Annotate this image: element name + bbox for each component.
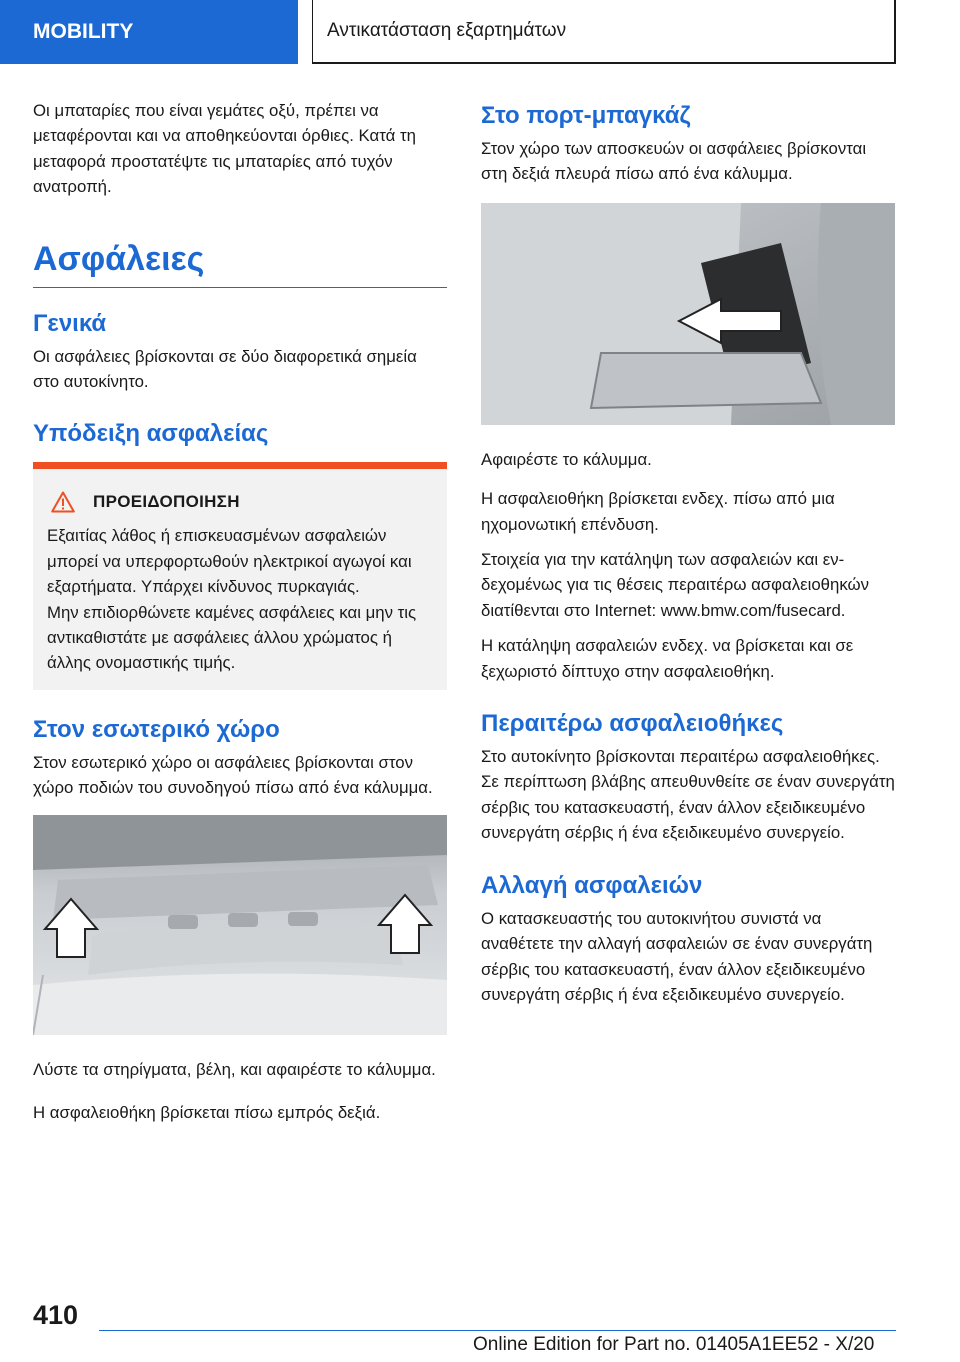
footer-rule xyxy=(99,1330,896,1331)
change-fuses-heading: Αλλαγή ασφαλειών xyxy=(481,871,703,899)
section-tab: MOBILITY xyxy=(0,0,298,64)
footwell-cover-photo xyxy=(33,815,447,1035)
chapter-title-text: Αντικατάσταση εξαρτημάτων xyxy=(327,20,567,41)
more-fuseboxes-heading: Περαιτέρω ασφαλειοθήκες xyxy=(481,710,784,738)
warning-rule xyxy=(33,462,447,469)
warning-box xyxy=(33,469,447,689)
interior-caption-2: Η ασφαλειοθήκη βρίσκεται πίσω εμπρός δεξιά. xyxy=(33,1103,381,1123)
trunk-heading: Στο πορτ-μπαγκάζ xyxy=(481,102,691,129)
trunk-text-3: Στοιχεία για την κατάληψη των ασφαλειών και ενδεχομένως για τις θέσεις περαιτέρω ασφαλειοθηκών διατίθενται στο Internet: www.bmw.com/fusecard. xyxy=(481,550,870,620)
trunk-caption: Αφαιρέστε το κάλυμμα. xyxy=(481,449,652,469)
fuses-heading: Ασφάλειες xyxy=(33,240,447,288)
warning-header xyxy=(47,491,433,513)
battery-intro-text: Οι μπαταρίες που είναι γεμάτες οξύ, πρέπει να μεταφέρονται και να αποθηκεύονται όρθιες. Κατά τη μεταφορά προστατέψτε τις μπαταρίες από τυχόν ανατροπή. xyxy=(33,101,416,197)
trunk-text-2: Η ασφαλειοθήκη βρίσκεται ενδεχ. πίσω από μια ηχομονωτική επένδυση. xyxy=(481,489,835,534)
edition-note: Online Edition for Part no. 01405A1EE52 - X/20 xyxy=(473,1334,875,1355)
more-fuseboxes-text: Στο αυτοκίνητο βρίσκονται περαιτέρω ασφαλειοθήκες. Σε περίπτωση βλάβης απευθυνθείτε σε έναν συνεργάτη σέρβις του κατασκευαστή, έναν άλλον εξειδικευμένο συνεργάτη σέρβις ή ένα εξειδικευμένο συνεργείο. xyxy=(481,747,895,843)
interior-caption-1: Λύστε τα στηρίγματα, βέλη, και αφαιρέστε το κάλυμμα. xyxy=(33,1059,436,1079)
warning-triangle-icon xyxy=(51,491,75,513)
chapter-title xyxy=(312,0,896,64)
trunk-cover-photo xyxy=(481,203,895,425)
interior-text: Στον εσωτερικό χώρο οι ασφάλειες βρίσκονται στον χώρο ποδιών του συνοδηγού πίσω από ένα κάλυμμα. xyxy=(33,752,433,798)
warning-title: ΠΡΟΕΙΔΟΠΟΙΗΣΗ xyxy=(93,492,240,512)
right-column xyxy=(481,98,895,1017)
trunk-text-4: Η κατάληψη ασφαλειών ενδεχ. να βρίσκεται και σε ξεχωριστό δίπτυχο στην ασφαλειοθήκη. xyxy=(481,636,854,681)
safety-heading: Υπόδειξη ασφαλείας xyxy=(33,420,269,448)
general-text: Οι ασφάλειες βρίσκονται σε δύο διαφορετικά σημεία στο αυτοκίνητο. xyxy=(33,346,417,392)
change-fuses-text: Ο κατασκευαστής του αυτοκινήτου συνιστά να αναθέτετε την αλλαγή ασφαλειών σε έναν συνεργάτη σέρβις του κατασκευαστή, έναν άλλον εξειδικευμένο συνεργάτη σέρβις ή ένα εξειδικευμένο συνεργείο. xyxy=(481,908,873,1004)
left-column xyxy=(33,98,447,1136)
interior-heading: Στον εσωτερικό χώρο xyxy=(33,715,280,743)
general-heading: Γενικά xyxy=(33,309,107,337)
trunk-text: Στον χώρο των αποσκευών οι ασφάλειες βρίσκονται στη δεξιά πλευρά πίσω από ένα κάλυμμα. xyxy=(481,139,867,184)
page-number: 410 xyxy=(33,1300,79,1330)
warning-text-1: Εξαιτίας λάθος ή επισκευασμένων ασφαλειών μπορεί να υπερφορτωθούν ηλεκτρικοί αγωγοί και εξαρτήματα. Υπάρχει κίνδυνος πυρκαγιάς. xyxy=(47,526,412,597)
warning-text-2: Μην επιδιορθώνετε καμένες ασφάλειες και μην τις αντικαθιστάτε με ασφάλειες άλλου χρώματος ή άλλης ονομαστικής τιμής. xyxy=(47,602,417,673)
